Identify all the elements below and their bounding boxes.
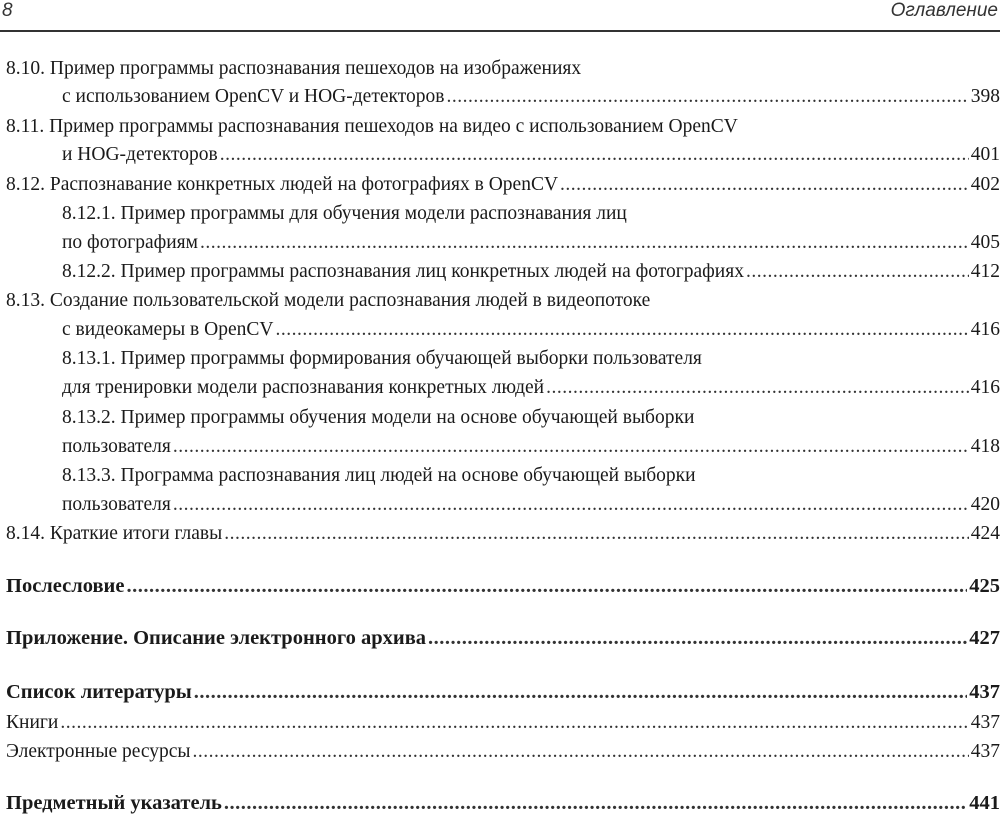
page-number: 8 <box>2 0 13 21</box>
dot-leader <box>546 377 969 399</box>
toc-page-number: 424 <box>970 523 1000 544</box>
toc-entry-title: 8.13. Создание пользовательской модели распознавания людей в видеопотоке <box>6 290 651 311</box>
dot-leader <box>428 627 967 650</box>
dot-leader <box>126 575 967 598</box>
dot-leader <box>746 261 969 283</box>
toc-entry-title: Электронные ресурсы <box>6 741 191 762</box>
dot-leader <box>275 319 968 341</box>
toc-page-number: 420 <box>970 494 1000 515</box>
dot-leader <box>224 523 969 545</box>
toc-entry-continuation: пользователя <box>62 436 171 457</box>
dot-leader <box>193 741 969 763</box>
dot-leader <box>60 712 968 734</box>
toc-entry-title: 8.13.1. Пример программы формирования обучающей выборки пользователя <box>62 348 702 369</box>
toc-entry-title: 8.11. Пример программы распознавания пешеходов на видео с использованием OpenCV <box>6 116 738 137</box>
toc-entry-title: 8.13.3. Программа распознавания лиц людей на основе обучающей выборки <box>62 465 696 486</box>
dot-leader <box>194 681 967 704</box>
toc-entry-continuation: по фотографиям <box>62 232 198 253</box>
toc-page-number: 437 <box>970 741 1000 762</box>
dot-leader <box>224 792 967 815</box>
toc-entry-title: 8.12.2. Пример программы распознавания лиц конкретных людей на фотографиях <box>62 261 744 282</box>
dot-leader <box>446 86 968 108</box>
dot-leader <box>200 232 969 254</box>
toc-entry-continuation: с использованием OpenCV и HOG-детекторов <box>62 86 445 107</box>
toc-page-number: 437 <box>970 712 1000 733</box>
toc-entry-title: Послесловие <box>6 575 125 597</box>
dot-leader <box>173 494 969 516</box>
toc-page-number: 416 <box>970 319 1000 340</box>
toc-entry-continuation: для тренировки модели распознавания конкретных людей <box>62 377 545 398</box>
toc-page-number: 416 <box>970 377 1000 398</box>
toc-entry-continuation: и HOG-детекторов <box>62 144 218 165</box>
dot-leader <box>173 436 969 458</box>
toc-page-number: 402 <box>970 174 1000 195</box>
header-rule <box>0 30 1000 32</box>
dot-leader <box>220 144 969 166</box>
running-title: Оглавление <box>890 0 998 21</box>
toc-entry-title: 8.14. Краткие итоги главы <box>6 523 223 544</box>
toc-page-number: 398 <box>970 86 1000 107</box>
toc-page-number: 401 <box>970 144 1000 165</box>
toc-page-number: 427 <box>969 627 1000 649</box>
toc-entry-title: 8.12.1. Пример программы для обучения модели распознавания лиц <box>62 203 627 224</box>
toc-page-number: 405 <box>970 232 1000 253</box>
toc-entry-title: 8.13.2. Пример программы обучения модели на основе обучающей выборки <box>62 407 695 428</box>
running-header <box>0 0 1000 30</box>
toc-entry-title: Список литературы <box>6 681 192 703</box>
toc-entry-title: Приложение. Описание электронного архива <box>6 627 427 649</box>
toc-page-number: 418 <box>970 436 1000 457</box>
toc-page-number: 425 <box>969 575 1000 597</box>
dot-leader <box>560 174 969 196</box>
toc-entry-title: Книги <box>6 712 59 733</box>
toc-entry-title: 8.12. Распознавание конкретных людей на фотографиях в OpenCV <box>6 174 559 195</box>
toc-page-number: 441 <box>969 792 1000 814</box>
toc-entry-continuation: пользователя <box>62 494 171 515</box>
toc-entry-continuation: с видеокамеры в OpenCV <box>62 319 274 340</box>
toc-page-number: 412 <box>970 261 1000 282</box>
toc-entry-title: 8.10. Пример программы распознавания пешеходов на изображениях <box>6 58 582 79</box>
toc-entry-title: Предметный указатель <box>6 792 222 814</box>
toc-page-number: 437 <box>969 681 1000 703</box>
